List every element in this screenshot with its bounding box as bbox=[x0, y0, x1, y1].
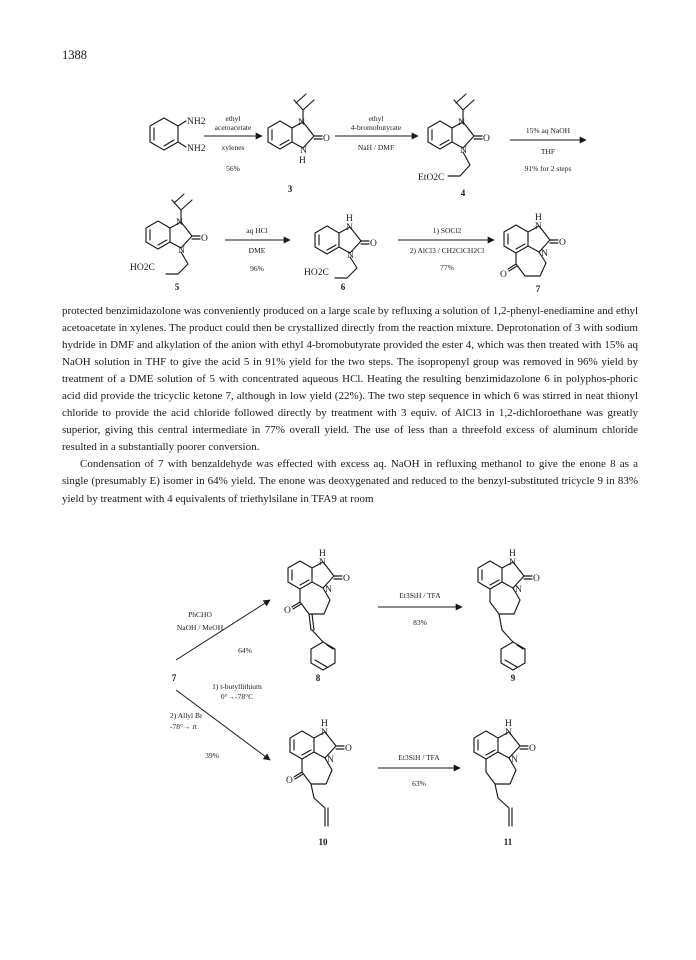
svg-text:91% for 2 steps: 91% for 2 steps bbox=[524, 164, 572, 173]
svg-text:N: N bbox=[178, 246, 185, 256]
svg-text:O: O bbox=[533, 574, 540, 584]
svg-text:Et3SiH / TFA: Et3SiH / TFA bbox=[399, 591, 441, 600]
paragraph-2: Condensation of 7 with benzaldehyde was effected with excess aq. NaOH in refluxing methanol to give the enone 8 as a single (presumably E) isomer in 64% yield. The enone was deoxygenated and reduced to the benzyl-substituted tricycle 9 in 83% yield by treatment with 4 equivalents of triethylsilane in TFA9 at room bbox=[62, 458, 638, 505]
compound-9-label: 9 bbox=[510, 673, 516, 683]
svg-text:NaOH / MeOH: NaOH / MeOH bbox=[176, 623, 224, 632]
compound-3-structure bbox=[268, 94, 330, 194]
svg-text:N: N bbox=[319, 558, 326, 568]
svg-text:N: N bbox=[511, 755, 518, 765]
arrow-3 bbox=[510, 126, 586, 173]
compound-10-structure bbox=[286, 719, 352, 847]
compound-8-label: 8 bbox=[315, 673, 321, 683]
svg-text:ethyl: ethyl bbox=[368, 114, 384, 123]
svg-text:H: H bbox=[535, 213, 542, 223]
svg-text:N: N bbox=[321, 728, 328, 738]
compound-3-label: 3 bbox=[287, 184, 293, 194]
svg-text:O: O bbox=[370, 239, 377, 249]
nh2-label-top: NH2 bbox=[187, 117, 206, 127]
svg-text:77%: 77% bbox=[440, 263, 454, 272]
svg-text:O: O bbox=[529, 744, 536, 754]
svg-text:O: O bbox=[284, 606, 291, 616]
scheme2-start-label: 7 bbox=[171, 673, 177, 683]
ho2c-label-6: HO2C bbox=[304, 268, 329, 278]
svg-text:64%: 64% bbox=[238, 646, 252, 655]
svg-text:N: N bbox=[505, 728, 512, 738]
arrow-4 bbox=[225, 226, 290, 273]
svg-text:56%: 56% bbox=[226, 164, 240, 173]
svg-text:N: N bbox=[541, 249, 548, 259]
compound-7-structure bbox=[500, 213, 566, 294]
o-phenylenediamine-structure bbox=[150, 117, 206, 154]
svg-text:39%: 39% bbox=[205, 751, 219, 760]
ho2c-label-5: HO2C bbox=[130, 263, 155, 273]
svg-text:0°→-78°C: 0°→-78°C bbox=[220, 692, 254, 701]
svg-text:O: O bbox=[286, 776, 293, 786]
arrow-7-to-10 bbox=[170, 682, 270, 760]
svg-text:xylenes: xylenes bbox=[221, 143, 245, 152]
svg-text:PhCHO: PhCHO bbox=[188, 610, 212, 619]
arrow-2 bbox=[335, 114, 418, 152]
compound-4-label: 4 bbox=[460, 188, 466, 198]
svg-text:acetoacetate: acetoacetate bbox=[214, 123, 252, 132]
arrow-8-to-9 bbox=[378, 591, 462, 627]
compound-8-structure bbox=[284, 549, 350, 683]
nh2-label-bottom: NH2 bbox=[187, 144, 206, 154]
eto2c-label: EtO2C bbox=[418, 173, 445, 183]
svg-text:N: N bbox=[300, 146, 307, 156]
svg-text:83%: 83% bbox=[413, 618, 427, 627]
svg-text:N: N bbox=[346, 223, 353, 233]
arrow-7-to-8 bbox=[176, 600, 270, 660]
page-number: 1388 bbox=[62, 48, 87, 62]
svg-text:N: N bbox=[535, 222, 542, 232]
compound-11-label: 11 bbox=[503, 837, 513, 847]
svg-text:63%: 63% bbox=[412, 779, 426, 788]
svg-text:DME: DME bbox=[248, 246, 266, 255]
compound-9-structure bbox=[478, 549, 540, 683]
compound-11-structure bbox=[474, 719, 536, 847]
svg-text:N: N bbox=[347, 251, 354, 261]
compound-4-structure bbox=[418, 94, 490, 198]
svg-text:96%: 96% bbox=[250, 264, 264, 273]
svg-text:N: N bbox=[298, 118, 305, 128]
svg-text:N: N bbox=[515, 585, 522, 595]
svg-text:H: H bbox=[346, 214, 353, 224]
svg-text:15% aq NaOH: 15% aq NaOH bbox=[525, 126, 571, 135]
svg-text:ethyl: ethyl bbox=[225, 114, 241, 123]
svg-text:THF: THF bbox=[540, 147, 556, 156]
svg-text:N: N bbox=[509, 558, 516, 568]
svg-text:N: N bbox=[325, 585, 332, 595]
arrow-10-to-11 bbox=[378, 753, 460, 788]
svg-text:N: N bbox=[327, 755, 334, 765]
svg-text:O: O bbox=[500, 270, 507, 280]
svg-text:O: O bbox=[559, 238, 566, 248]
arrow-1 bbox=[204, 114, 262, 173]
svg-text:H: H bbox=[299, 156, 306, 166]
svg-text:aq HCl: aq HCl bbox=[246, 226, 268, 235]
compound-5-label: 5 bbox=[174, 282, 180, 292]
compound-10-label: 10 bbox=[318, 837, 328, 847]
svg-text:4-bromobutyrate: 4-bromobutyrate bbox=[350, 123, 402, 132]
svg-text:O: O bbox=[343, 574, 350, 584]
svg-text:H: H bbox=[505, 719, 512, 729]
paragraph-1: protected benzimidazolone was conveniently produced on a large scale by refluxing a solution of 1,2-phenyl-enediamine and ethyl acetoacetate in xylenes. The product could then be crystallized directly from the reaction mixture. Deprotonation of 3 with sodium hydride in DMF and alkylation of the anion with ethyl 4-bromobutyrate provided the ester 4, which was then treated with 15% aq NaOH solution in THF to give the acid 5 in 91% yield for the two steps. The isopropenyl group was removed in 96% yield by treatment of a DME solution of 5 with concentrated aqueous HCl. Heating the resulting benzimidazolone 6 in polyphos-phoric acid did provide the tricyclic ketone 7, although in low yield (22%). The two step sequence in which 6 was stirred in neat thionyl chloride to provide the acid chloride followed directly by treatment with 3 equiv. of AlCl3 in 1,2-dichloroethane was greatly superior, giving this central intermediate in 77% overall yield. The use of less than a threefold excess of aluminum chloride resulted in a substantially poorer conversion. bbox=[62, 305, 638, 454]
svg-text:H: H bbox=[321, 719, 328, 729]
svg-text:H: H bbox=[509, 549, 516, 559]
svg-text:N: N bbox=[458, 118, 465, 128]
svg-text:NaH / DMF: NaH / DMF bbox=[357, 143, 395, 152]
svg-text:O: O bbox=[483, 134, 490, 144]
svg-text:2) AlCl3 / CH2ClCH2Cl: 2) AlCl3 / CH2ClCH2Cl bbox=[409, 246, 485, 255]
svg-text:2) Allyl Br: 2) Allyl Br bbox=[170, 711, 203, 720]
svg-text:O: O bbox=[201, 234, 208, 244]
svg-text:N: N bbox=[176, 218, 183, 228]
compound-5-structure bbox=[130, 194, 208, 292]
arrow-5 bbox=[398, 226, 494, 272]
compound-6-structure bbox=[304, 214, 377, 292]
body-text bbox=[62, 303, 638, 508]
svg-text:1) t-butyllithium: 1) t-butyllithium bbox=[212, 682, 262, 691]
svg-text:-78°→ rt: -78°→ rt bbox=[170, 722, 197, 731]
svg-text:1) SOCl2: 1) SOCl2 bbox=[432, 226, 462, 235]
compound-6-label: 6 bbox=[340, 282, 346, 292]
svg-text:O: O bbox=[323, 134, 330, 144]
svg-text:O: O bbox=[345, 744, 352, 754]
svg-text:H: H bbox=[319, 549, 326, 559]
svg-text:Et3SiH / TFA: Et3SiH / TFA bbox=[398, 753, 440, 762]
svg-text:N: N bbox=[460, 146, 467, 156]
compound-7-label: 7 bbox=[535, 284, 541, 294]
